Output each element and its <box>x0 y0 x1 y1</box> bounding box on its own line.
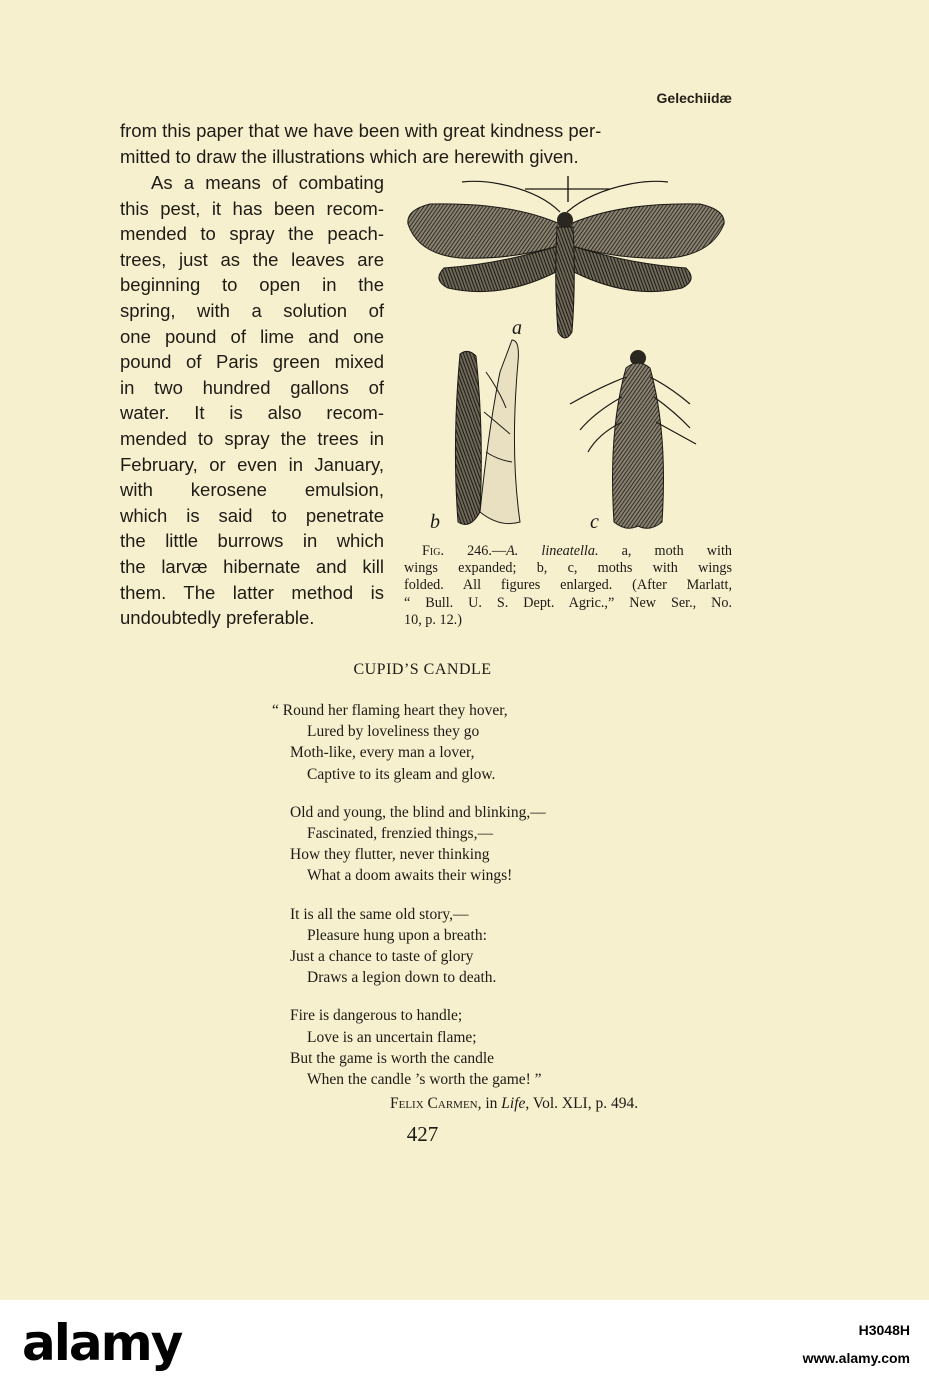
attribution-volume: , Vol. XLI, p. 494. <box>525 1095 639 1112</box>
poem-line: What a doom awaits their wings! <box>307 867 513 885</box>
poem-line: It is all the same old story,— <box>290 905 469 923</box>
text-line: beginning to open in the <box>120 274 384 296</box>
figure-label-b: b <box>430 511 440 533</box>
running-header: Gelechiidæ <box>656 90 732 106</box>
body-paragraph <box>120 170 384 631</box>
text-line: undoubtedly preferable. <box>120 607 315 629</box>
poem-title: CUPID’S CANDLE <box>353 661 492 678</box>
stock-watermark-bar <box>0 1300 929 1390</box>
text-line: this pest, it has been recom- <box>120 197 384 219</box>
poem <box>272 700 750 1090</box>
text-line: one pound of lime and one <box>120 325 384 347</box>
moth-a-wings-expanded <box>408 176 724 339</box>
text-line: in two hundred gallons of <box>120 376 384 398</box>
figure-label-a: a <box>512 317 522 339</box>
text-line: trees, just as the leaves are <box>120 248 384 270</box>
text-line: pound of Paris green mixed <box>120 351 384 373</box>
caption-line: folded. All figures enlarged. (After Marlatt, <box>404 577 732 594</box>
poem-line: Lured by loveliness they go <box>307 723 480 741</box>
attribution-connector: in <box>481 1095 502 1112</box>
poem-stanza <box>272 700 750 785</box>
publication-title: Life <box>501 1095 526 1112</box>
moth-b-wings-folded <box>430 340 520 533</box>
caption-text: a, moth with <box>598 543 732 559</box>
text-line: which is said to penetrate <box>120 504 384 526</box>
poem-line: Pleasure hung upon a breath: <box>307 926 487 944</box>
page-number: 427 <box>406 1122 439 1146</box>
poem-stanza <box>290 802 750 887</box>
text-line: from this paper that we have been with great kindness per- <box>120 120 602 141</box>
poem-line: Old and young, the blind and blinking,— <box>290 803 546 821</box>
caption-line <box>404 543 732 560</box>
caption-line: “ Bull. U. S. Dept. Agric.,” New Ser., No. <box>404 594 732 611</box>
poem-line: Fascinated, frenzied things,— <box>307 825 493 843</box>
poem-line: Draws a legion down to death. <box>307 969 497 987</box>
poem-line: But the game is worth the candle <box>290 1049 495 1067</box>
text-line: with kerosene emulsion, <box>120 479 384 501</box>
image-id: H3048H <box>858 1322 910 1338</box>
poem-attribution <box>390 1095 638 1113</box>
text-line: mitted to draw the illustrations which are herewith given. <box>120 145 579 167</box>
poem-line: When the candle ’s worth the game! ” <box>307 1071 542 1089</box>
text-line: water. It is also recom- <box>120 402 384 424</box>
poem-stanza <box>290 1005 750 1090</box>
alamy-logo: alamy <box>22 1314 182 1372</box>
poem-stanza <box>290 904 750 989</box>
caption-line: 10, p. 12.) <box>404 611 462 628</box>
text-line: the little burrows in which <box>120 530 384 552</box>
caption-dash: — <box>491 543 507 559</box>
moth-c-wings-folded <box>570 350 696 533</box>
poem-line: Captive to its gleam and glow. <box>307 765 496 783</box>
figure-number: Fig. 246. <box>422 543 492 559</box>
intro-paragraph <box>120 118 732 169</box>
moth-illustration <box>400 172 735 542</box>
poem-line: Love is an uncertain flame; <box>307 1028 477 1046</box>
text-line: them. The latter method is <box>120 581 384 603</box>
text-line: the larvæ hibernate and kill <box>120 555 384 577</box>
poem-line: “ Round her flaming heart they hover, <box>272 702 508 719</box>
text-line: mended to spray the trees in <box>120 427 384 449</box>
poem-line: How they flutter, never thinking <box>290 846 490 864</box>
poem-author: Felix Carmen, <box>390 1095 482 1112</box>
text-line: February, or even in January, <box>120 453 384 475</box>
species-name: A. lineatella. <box>506 543 599 559</box>
figure-caption <box>404 543 732 629</box>
caption-line: wings expanded; b, c, moths with wings <box>404 560 732 577</box>
poem-line: Just a chance to taste of glory <box>290 948 474 966</box>
text-line: mended to spray the peach- <box>120 223 384 245</box>
poem-line: Fire is dangerous to handle; <box>290 1007 463 1025</box>
figure-label-c: c <box>590 511 599 533</box>
poem-line: Moth-like, every man a lover, <box>290 744 475 762</box>
text-line: spring, with a solution of <box>120 299 384 321</box>
site-url: www.alamy.com <box>802 1350 910 1366</box>
text-line: As a means of combating <box>151 172 384 193</box>
